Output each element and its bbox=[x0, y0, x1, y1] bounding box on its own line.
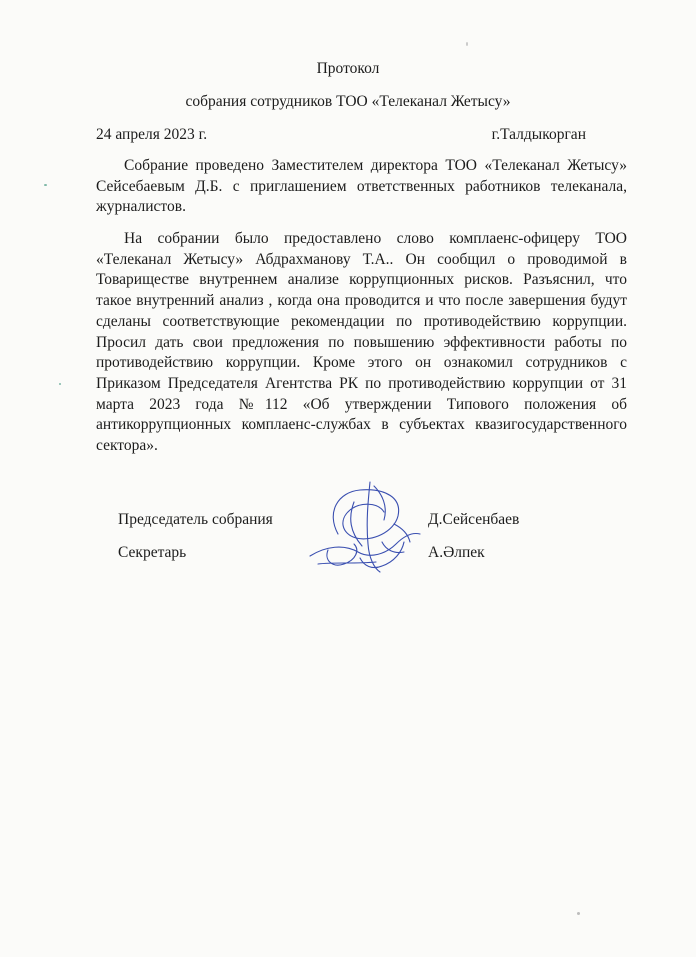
scan-speck bbox=[577, 912, 580, 915]
secretary-name: А.Әлпек bbox=[428, 544, 485, 561]
chair-name: Д.Сейсенбаев bbox=[428, 511, 520, 528]
document-city: г.Талдыкорган bbox=[491, 126, 586, 143]
scan-speck bbox=[466, 42, 468, 46]
scan-speck bbox=[59, 383, 61, 385]
document-date: 24 апреля 2023 г. bbox=[96, 126, 208, 143]
paragraph-2: На собрании было предоставлено слово комплаенс-офицеру ТОО «Телеканал Жетысу» Абдрахманову Т.А.. Он сообщил о проводимой в Товариществе внутреннем анализе коррупционных рисков. Разъяснил, что такое внутренний анализ , когда она проводится и что после завершения будут сделаны соответствующие рекомендации по противодействию коррупции. Просил дать свои предложения по повышению эффективности работы по противодействию коррупции. Кроме этого он ознакомил сотрудников с Приказом Председателя Агентства РК по противодействию коррупции от 31 марта 2023 года №112 «Об утверждении Типового положения об антикоррупционных комплаенс-службах в субъектах квазигосударственного сектора». bbox=[96, 230, 627, 455]
signature-icon bbox=[298, 472, 434, 582]
document-title: Протокол bbox=[316, 60, 380, 77]
document-subtitle: собрания сотрудников ТОО «Телеканал Жетысу» bbox=[185, 93, 511, 110]
scan-speck bbox=[44, 184, 47, 186]
paragraph-1: Собрание проведено Заместителем директора ТОО «Телеканал Жетысу» Сейсебаевым Д.Б. с приглашением ответственных работников телеканала, журналистов. bbox=[96, 157, 627, 216]
chair-label: Председатель собрания bbox=[118, 511, 273, 528]
secretary-label: Секретарь bbox=[118, 544, 187, 561]
